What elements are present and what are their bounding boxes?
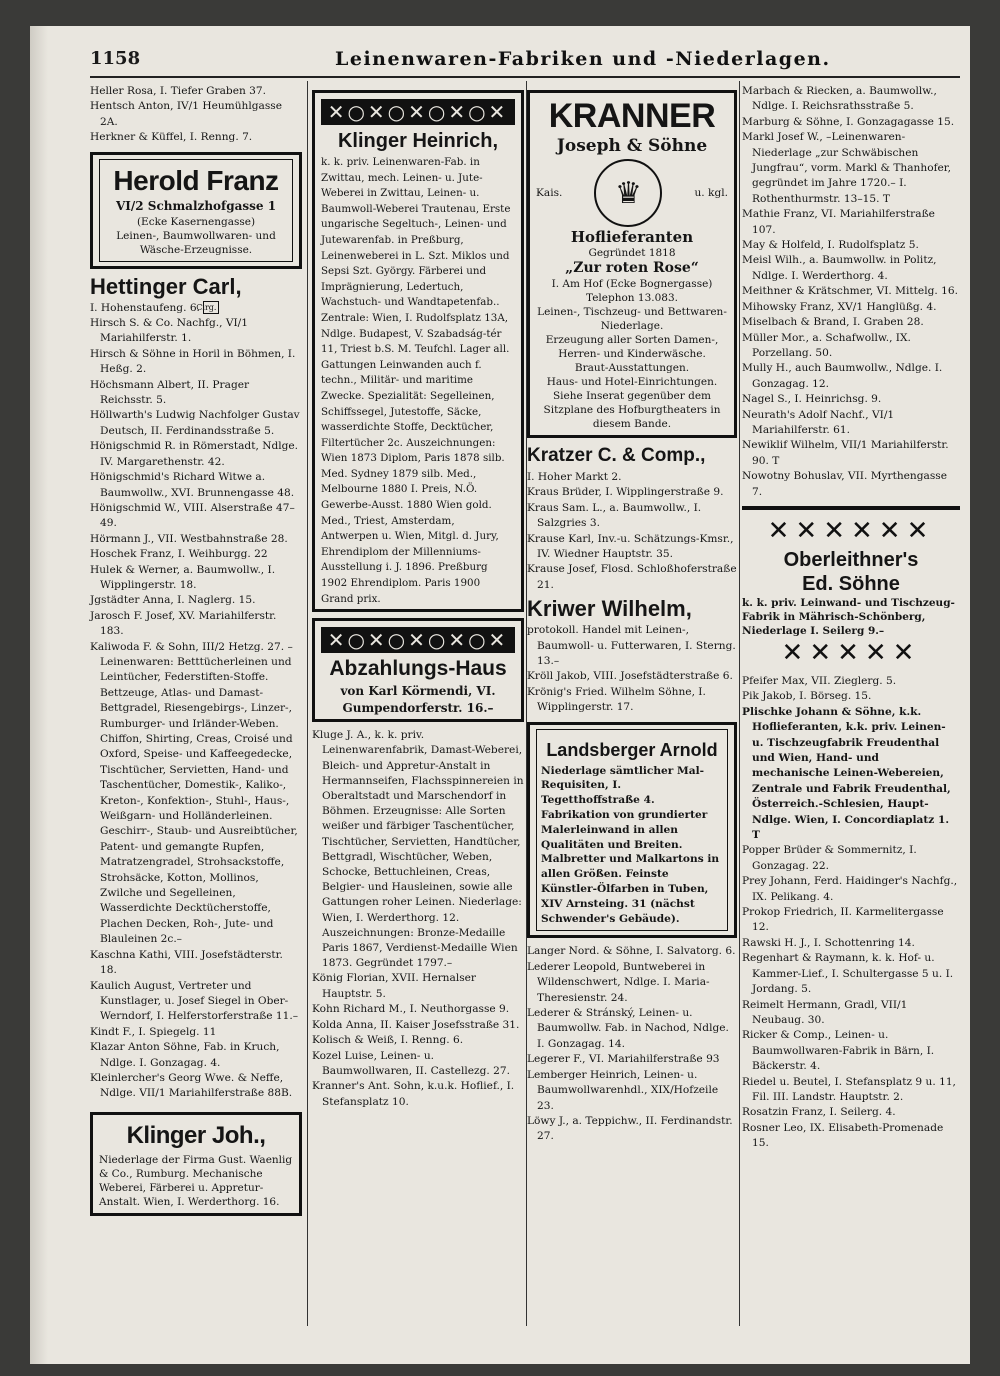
ad-name: Herold Franz <box>113 164 279 196</box>
ad-kranner <box>527 90 737 438</box>
ad-subtitle: Joseph & Söhne <box>556 136 708 156</box>
list-item: Kolisch & Weiß, I. Renng. 6. <box>312 1034 464 1047</box>
list-item: Kaschna Kathi, VIII. Josefstädterstr. 18. <box>90 948 283 977</box>
list-item: Marburg & Söhne, I. Gonzagagasse 15. <box>742 115 955 128</box>
page-header <box>90 48 960 78</box>
list-item: protokoll. Handel mit Leinen-, Baumwoll- u. Futterwaren, I. Sterng. 13.– <box>527 624 736 668</box>
list-item: Hönigschmid W., VIII. Alserstraße 47–49. <box>90 501 295 530</box>
ornament-bar: ✕○✕○✕○✕○✕ <box>321 99 515 125</box>
kais-label: Kais. <box>536 187 563 199</box>
ad-line: Hoflieferanten <box>570 228 694 246</box>
ad-address: VI/2 Schmalzhofgasse 1 <box>115 198 277 213</box>
list-item: Mathie Franz, VI. Mariahilferstraße 107. <box>742 208 935 236</box>
ad-address: I. Am Hof (Ecke Bognergasse) <box>551 278 713 290</box>
list-item: Neurath's Adolf Nachf., VI/1 Mariahilferstr. 61. <box>742 408 895 436</box>
list-item: Lederer Leopold, Buntweberei in Wildenschwert, Ndlge. I. Maria-Theresienstr. 24. <box>527 960 710 1004</box>
list-item <box>90 301 302 316</box>
imperial-eagle-icon: ♛ <box>594 159 662 227</box>
list-item: Lemberger Heinrich, Leinen- u. Baumwollwarenhdl., XIX/Hofzeile 23. <box>527 1068 719 1112</box>
list-item: Kleinlercher's Georg Wwe. & Neffe, Ndlge. VII/1 Mariahilferstraße 88B. <box>90 1071 293 1100</box>
ad-desc: Leinen-, Baumwollwaren- und Wäsche-Erzeugnisse. <box>116 229 276 256</box>
list-item: Kohn Richard M., I. Neuthorgasse 9. <box>312 1003 510 1016</box>
list-item: Hirsch & Söhne in Horil in Böhmen, I. Heßg. 2. <box>90 347 296 376</box>
divider <box>742 506 960 510</box>
ad-name: Abzahlungs-Haus <box>329 657 507 681</box>
list-item: Höchsmann Albert, II. Prager Reichsstr. 5. <box>90 378 250 407</box>
ad-desc: k. k. priv. Leinwand- und Tischzeug-Fabrik in Mährisch-Schönberg, Niederlage I. Seilerg 9.– <box>742 596 955 637</box>
ad-desc: Leinen-, Tischzeug- und Bettwaren-Niederlage. <box>537 306 727 332</box>
list-item: Kaliwoda F. & Sohn, III/2 Hetzg. 27. –Leinenwaren: Betttücherleinen und Leintücher, Federstiften-Stoffe. Bettzeuge, Atlas- und Damast-Bettgradel, Riesengebirgs-, Linzer-, Rumburger- und Irländer-Weben. Chiffon, Shirting, Creas, Croisé und Oxford, Speise- und Kaffeegedecke, Tischtücher, Servietten, Hand- und Taschentücher, Domestik-, Kaliko-, Kreton-, Konfektion-, Stuhl-, Haus-, Weißgarn- und Holländerleinen. Geschirr-, Staub- und Ausreibtücher, Patent- und gemangte Rupfen, Matratzengradel, Strohsackstoffe, Strohsäcke, Kotton, Mollinos, Zwilche und Segelleinen, Wasserdichte Decktücherstoffe, Plachen Decken, Roh-, Jute- und Blauleinen 2c.– <box>90 640 298 946</box>
list-item: Kozel Luise, Leinen- u. Baumwollwaren, II. Castellezg. 27. <box>312 1049 510 1077</box>
column-1 <box>90 84 302 1222</box>
entry-heading: Kratzer C. & Comp., <box>527 445 706 466</box>
ad-corner: (Ecke Kasernengasse) <box>136 215 256 228</box>
list-item: Hörmann J., VII. Westbahnstraße 28. <box>90 532 288 545</box>
ad-desc: Haus- und Hotel-Einrichtungen. <box>546 376 718 388</box>
ad-phone: Telephon 13.083. <box>586 292 678 304</box>
list-item: Rosatzin Franz, I. Seilerg. 4. <box>742 1106 896 1119</box>
list-item: Kraus Sam. L., a. Baumwollw., I. Salzgries 3. <box>527 501 702 530</box>
directory-page <box>30 26 970 1364</box>
list-item: Kranner's Ant. Sohn, k.u.k. Hoflief., I. Stefansplatz 10. <box>312 1080 515 1108</box>
list-item: Hönigschmid's Richard Witwe a. Baumwollw., XVI. Brunnengasse 48. <box>90 471 295 499</box>
list-item: Miselbach & Brand, I. Graben 28. <box>742 316 924 329</box>
ad-klinger-heinrich <box>312 90 524 612</box>
list-item: Nagel S., I. Heinrichsg. 9. <box>742 393 882 406</box>
column-2 <box>312 84 524 1110</box>
list-item: Mihowsky Franz, XV/1 Hanglüßg. 4. <box>742 300 937 313</box>
list-item: Reimelt Hermann, Gradl, VII/1 Neubaug. 30. <box>742 998 908 1026</box>
list-item: Heller Rosa, I. Tiefer Graben 37. <box>90 85 267 97</box>
list-item: Plischke Johann & Söhne, k.k. Hoflieferanten, k.k. priv. Leinen- u. Tischzeugfabrik Freudenthal und Wien, Hand- und mechanische Leinen-Webereien, Zentrale und Fabrik Freudenthal, Österreich.-Schlesien, Haupt-Ndlge. Wien, I. Concordiaplatz 1. T <box>742 705 951 842</box>
ad-oberleithner <box>742 516 960 668</box>
list-item: I. Hoher Markt 2. <box>527 471 622 483</box>
list-item: Herkner & Küffel, I. Renng. 7. <box>90 131 253 144</box>
list-item: Pik Jakob, I. Börseg. 15. <box>742 690 872 703</box>
ornament-row: ✕✕✕✕✕✕ <box>767 515 935 546</box>
list-item: Regenhart & Raymann, k. k. Hof- u. Kammer-Lief., I. Schultergasse 5 u. I. Jordang. 5. <box>742 952 954 996</box>
list-item: Lederer & Stránský, Leinen- u. Baumwollw. Fab. in Nachod, Ndlge. I. Gonzagag. 14. <box>527 1007 729 1050</box>
ad-landsberger <box>527 722 737 939</box>
list-item: Kolda Anna, II. Kaiser Josefsstraße 31. <box>312 1018 520 1031</box>
ornament-row: ✕✕✕✕✕ <box>781 637 921 668</box>
ad-desc: Braut-Ausstattungen. <box>574 362 690 374</box>
column-3 <box>527 84 737 1145</box>
column-divider <box>739 81 740 1326</box>
list-item: Mully H., auch Baumwollw., Ndlge. I. Gonzagag. 12. <box>742 362 943 390</box>
list-item: Newiklif Wilhelm, VII/1 Mariahilferstr. 90. T <box>742 439 949 467</box>
ad-desc: k. k. priv. Leinenwaren-Fab. in Zwittau, mech. Leinen- u. Jute-Weberei in Zwittau, Leinen- u. Baumwoll-Weberei Trautenau, Erste ungarische Segeltuch-, Leinen- und Jutewarenfab. in Preßburg, Leinenweberei in L. Szt. Miklos und Sepsi Szt. György. Färberei und Imprägnierung, Ledertuch, Wachstuch- und Wandtapetenfab.. Zentrale: Wien, I. Rudolfsplatz 13A, Ndlge. Budapest, V. Szabadság-tér 11, Triest b.S. M. Teufchl. Lager all. Gattungen Leinwanden auch f. techn., Militär- und maritime Zwecke. Spezialität: Segelleinen, Schiffssegel, Jutestoffe, Säcke, wasserdichte Stoffe, Decktücher, Filtertücher 2c. Auszeichnungen: Wien 1873 Diplom, Paris 1878 silb. Med. Sydney 1879 silb. Med., Melbourne 1880 I. Preis, N.Ö. Gewerbe-Ausst. 1880 Wien gold. Med., Triest, Amsterdam, Antwerpen u. Wien, Mitgl. d. Jury, Ehrendiplom der Millenniums-Ausstellung i. J. 1896. Preßburg 1902 Ehrendiplom. Paris 1900 Grand prix. <box>321 156 511 605</box>
list-item: Höllwarth's Ludwig Nachfolger Gustav Deutsch, II. Ferdinandsstraße 5. <box>90 409 300 437</box>
ad-subtitle: Ed. Söhne <box>802 572 900 595</box>
kgl-label: u. kgl. <box>694 187 728 199</box>
page-title: Leinenwaren-Fabriken und -Niederlagen. <box>335 48 831 70</box>
entry-heading: Hettinger Carl, <box>90 273 242 299</box>
list-item: Löwy J., a. Teppichw., II. Ferdinandstr. 27. <box>527 1114 733 1143</box>
cirg-badge: Cirg. <box>203 301 219 314</box>
ad-herold <box>90 152 302 269</box>
column-4 <box>742 84 960 1152</box>
list-item: Meithner & Krätschmer, VI. Mittelg. 16. <box>742 285 958 298</box>
list-item: Legerer F., VI. Mariahilferstraße 93 <box>527 1053 720 1066</box>
ad-abzahlungshaus <box>312 618 524 722</box>
ad-name: Klinger Joh., <box>126 1121 266 1149</box>
ad-klinger-joh <box>90 1112 302 1216</box>
header-rule <box>90 76 960 78</box>
ad-name: Oberleithner's <box>783 548 919 571</box>
list-item: Nowotny Bohuslav, VII. Myrthengasse 7. <box>742 470 947 498</box>
list-item: Rosner Leo, IX. Elisabeth-Promenade 15. <box>742 1121 944 1150</box>
list-item: Hoschek Franz, I. Weihburgg. 22 <box>90 548 268 561</box>
list-item: Jarosch F. Josef, XV. Mariahilferstr. 183. <box>90 609 277 638</box>
list-item: Krause Karl, Inv.-u. Schätzungs-Kmsr., IV. Wiedner Hauptstr. 35. <box>527 532 734 561</box>
ornament-bar: ✕○✕○✕○✕○✕ <box>321 627 515 653</box>
list-item: Kindt F., I. Spiegelg. 11 <box>90 1025 217 1038</box>
list-item: May & Holfeld, I. Rudolfsplatz 5. <box>742 239 919 252</box>
entry-heading: Kriwer Wilhelm, <box>527 596 692 622</box>
emblem-row <box>536 157 728 229</box>
ad-desc: Niederlage der Firma Gust. Waenlig & Co., Rumburg. Mechanische Weberei, Färberei u. Appretur-Anstalt. Wien, I. Werderthorg. 16. <box>99 1153 293 1208</box>
ad-name: Klinger Heinrich, <box>337 130 499 152</box>
ad-desc: Erzeugung aller Sorten Damen-, Herren- und Kinderwäsche. <box>545 334 719 360</box>
list-item: Marbach & Riecken, a. Baumwollw., Ndlge. I. Reichsrathsstraße 5. <box>742 85 937 113</box>
list-item: Langer Nord. & Söhne, I. Salvatorg. 6. <box>527 945 736 958</box>
list-item: Müller Mor., a. Schafwollw., IX. Porzellang. 50. <box>742 331 911 359</box>
list-item: Popper Brüder & Sommernitz, I. Gonzagag. 22. <box>742 844 917 872</box>
page-number: 1158 <box>90 48 141 69</box>
list-item: Klazar Anton Söhne, Fab. in Kruch, Ndlge. I. Gonzagag. 4. <box>90 1041 280 1069</box>
ad-name: KRANNER <box>548 97 716 135</box>
list-item: Kraus Brüder, I. Wipplingerstraße 9. <box>527 486 724 499</box>
list-item: Prey Johann, Ferd. Haidinger's Nachfg., IX. Pelikang. 4. <box>742 875 958 903</box>
list-item: Ricker & Comp., Leinen- u. Baumwollwaren-Fabrik in Bärn, I. Bäckerstr. 4. <box>742 1029 935 1073</box>
ad-desc: Siehe Inserat gegenüber dem Sitzplane des Hofburgtheaters in diesem Bande. <box>543 390 721 430</box>
entry-address: I. Hohenstaufeng. 6. <box>90 301 200 314</box>
list-item: Hulek & Werner, a. Baumwollw., I. Wipplingerstr. 18. <box>90 563 276 591</box>
list-item: Meisl Wilh., a. Baumwollw. in Politz, Ndlge. I. Werderthorg. 4. <box>742 254 937 282</box>
list-item: Jgstädter Anna, I. Naglerg. 15. <box>90 594 256 607</box>
ad-line: Gegründet 1818 <box>588 247 676 259</box>
list-item: Kluge J. A., k. k. priv. Leinenwarenfabrik, Damast-Weberei, Bleich- und Appretur-Anstalt in Hermannseifen, Flachsspinnereien in Oberaltstadt und Marschendorf in Böhmen. Erzeugnisse: Alle Sorten weißer und färbiger Taschentücher, Tischtücher, Servietten, Handtücher, Bettgradl, Wischtücher, Weben, Schocke, Bettuchleinen, Creas, Belgier- und Hausleinen, sowie alle Gattungen roher Leinen. Niederlage: Wien, I. Werderthorg. 12. Auszeichnungen: Bronze-Medaille Paris 1867, Verdienst-Medaille Wien 1873. Gegründet 1797.– <box>312 729 524 970</box>
list-item: Hirsch S. & Co. Nachfg., VI/1 Mariahilferstr. 1. <box>90 317 248 345</box>
list-item: Prokop Friedrich, II. Karmelitergasse 12. <box>742 906 944 934</box>
ad-subtitle: von Karl Körmendi, VI. Gumpendorferstr. 16.– <box>340 684 496 716</box>
list-item: Pfeifer Max, VII. Zieglerg. 5. <box>742 674 897 687</box>
list-item: Riedel u. Beutel, I. Stefansplatz 9 u. 11, Fil. III. Landstr. Hauptstr. 2. <box>742 1075 956 1103</box>
list-item: Kaulich August, Vertreter und Kunstlager, u. Josef Siegel in Ober-Werndorf, I. Helferstorferstraße 11.– <box>90 979 299 1023</box>
list-item: Krause Josef, Flosd. Schloßhoferstraße 21. <box>527 563 737 591</box>
list-item: König Florian, XVII. Hernalser Hauptstr. 5. <box>312 972 476 1000</box>
ad-desc: Niederlage sämtlicher Mal-Requisiten, I. Tegetthoffstraße 4. Fabrikation von grundierter Malerleinwand in allen Qualitäten und Breiten. Malbretter und Malkartons in allen Größen. Feinste Künstler-Ölfarben in Tuben, XIV Arnsteing. 31 (nächst Schwender's Gebäude). <box>541 764 720 925</box>
list-item: Rawski H. J., I. Schottenring 14. <box>742 936 915 949</box>
ad-name: Landsberger Arnold <box>546 739 718 760</box>
list-item: Kröll Jakob, VIII. Josefstädterstraße 6. <box>527 670 733 683</box>
column-divider <box>307 81 308 1326</box>
list-item: Hönigschmid R. in Römerstadt, Ndlge. IV. Margarethenstr. 42. <box>90 440 299 468</box>
ad-line: „Zur roten Rose“ <box>565 260 699 276</box>
list-item: Krönig's Fried. Wilhelm Söhne, I. Wipplingerstr. 17. <box>527 685 706 714</box>
list-item: Markl Josef W., –Leinenwaren-Niederlage „zur Schwäbischen Jungfrau“, vorm. Markl & Thanhofer, gegründet im Jahre 1720.– I. Rothenthurmstr. 13–15. T <box>742 131 952 205</box>
list-item: Hentsch Anton, IV/1 Heumühlgasse 2A. <box>90 100 282 128</box>
